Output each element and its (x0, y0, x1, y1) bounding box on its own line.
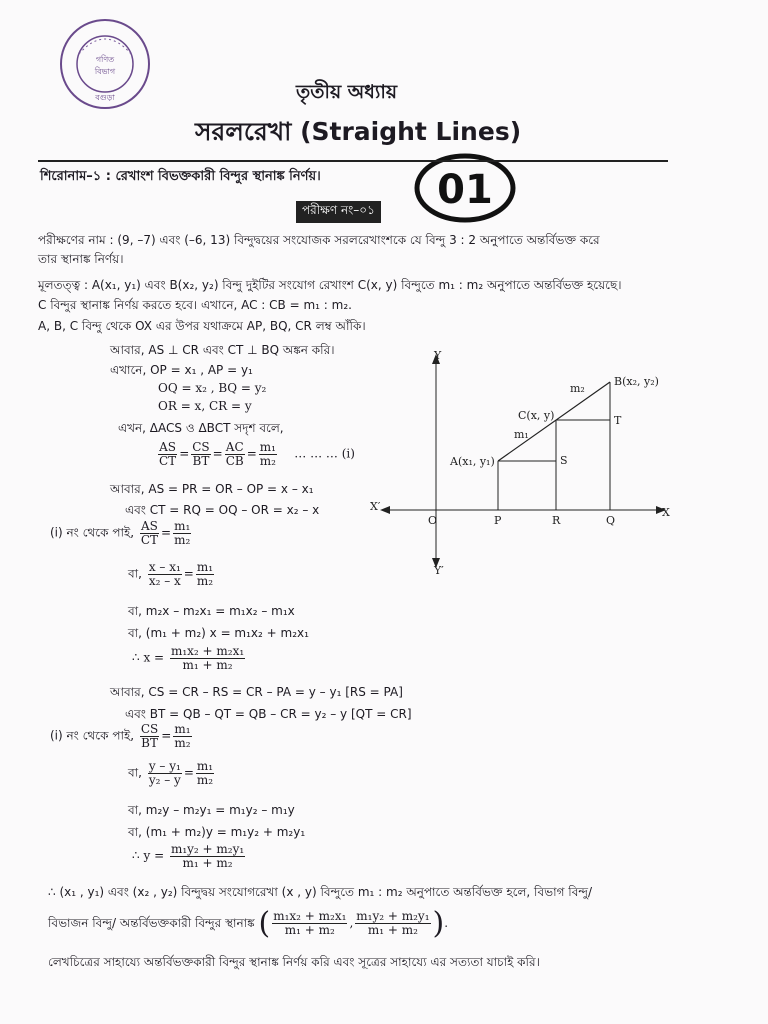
experiment-name: পরীক্ষণের নাম : (9, –7) এবং (–6, 13) বিন্দুদ্বয়ের সংযোজক সরলরেখাংশকে যে বিন্দু 3 : 2 অনুপাতে অন্তর্বিভক্ত করে (38, 233, 600, 247)
m1-label: m₁ (514, 428, 529, 441)
point-p-label: P (494, 514, 502, 527)
theory-line-2: C বিন্দুর স্থানাঙ্ক নির্ণয় করতে হবে। এখানে, AC : CB = m₁ : m₂. (38, 298, 352, 312)
theory-line-3: A, B, C বিন্দু থেকে OX এর উপর যথাক্রমে AP, BQ, CR লম্ব আঁকি। (38, 319, 366, 333)
x-derivation-start: (i) নং থেকে পাই, $\frac{AS}{CT}$ = $\frac{\text{m₁}}{\text{m₂}}$ (50, 519, 191, 547)
x-derivation-step-3: বা, m₂x – m₂x₁ = m₁x₂ – m₁x (128, 604, 295, 618)
y-axis-label: Y (434, 349, 442, 362)
ratio-equation-i: $\frac{AS}{CT}$ = $\frac{CS}{BT}$ = $\frac{AC}{CB}$ = $\frac{\text{m₁}}{\text{m₂}}$ … … … (i) (159, 440, 355, 468)
svg-text:গণিত: গণিত (95, 55, 115, 64)
y-derivation-start: (i) নং থেকে পাই, $\frac{CS}{BT}$ = $\frac{\text{m₁}}{\text{m₂}}$ (50, 722, 191, 750)
cs-expression: আবার, CS = CR – RS = CR – PA = y – y₁ [RS = PA] (110, 685, 403, 699)
y-formula: ∴ y = $\frac{\text{m₁y₂ + m₂y₁}}{\text{m₁ + m₂}}$ (132, 842, 245, 870)
point-t-label: T (614, 414, 622, 427)
section-formula-diagram (370, 340, 680, 580)
y-prime-label: Y′ (434, 564, 444, 577)
x-prime-label: X′ (370, 500, 381, 513)
conclusion-line-3: লেখচিত্রের সাহায্যে অন্তর্বিভক্তকারী বিন্দুর স্থানাঙ্ক নির্ণয় করি এবং সূত্রের সাহায্যে এর সত্যতা যাচাই করি। (48, 955, 540, 969)
given-line-1: এখানে, OP = x₁ , AP = y₁ (110, 363, 253, 377)
x-axis-label: X (662, 506, 670, 519)
point-b-label: B(x₂, y₂) (614, 375, 659, 388)
theory-line-1: মূলতত্ত্ব : A(x₁, y₁) এবং B(x₂, y₂) বিন্দু দুইটির সংযোগ রেখাংশ C(x, y) বিন্দুতে m₁ : m₂ অনুপাতে অন্তর্বিভক্ত হয়েছে। (38, 278, 622, 292)
y-derivation-step-4: বা, (m₁ + m₂)y = m₁y₂ + m₂y₁ (128, 825, 306, 839)
point-a-label: A(x₁, y₁) (450, 455, 495, 468)
given-line-3: OR = x, CR = y (158, 399, 252, 413)
page-title: সরলরেখা (Straight Lines) (195, 117, 522, 146)
x-formula: ∴ x = $\frac{\text{m₁x₂ + m₂x₁}}{\text{m₁ + m₂}}$ (132, 644, 245, 672)
ct-expression: এবং CT = RQ = OQ – OR = x₂ – x (125, 503, 320, 517)
y-derivation-step-3: বা, m₂y – m₂y₁ = m₁y₂ – m₁y (128, 803, 295, 817)
svg-text:বিভাগ: বিভাগ (94, 67, 116, 76)
chapter-label: তৃতীয় অধ্যায় (296, 81, 398, 103)
handwritten-number: 01 (437, 167, 493, 213)
topic-heading: শিরোনাম–১ : রেখাংশ বিভক্তকারী বিন্দুর স্থানাঙ্ক নির্ণয়। (40, 169, 321, 184)
conclusion-line-2: বিভাজন বিন্দু/ অন্তর্বিভক্তকারী বিন্দুর স্থানাঙ্ক ( $\frac{\text{m₁x₂ + m₂x₁}}{\text{m₁ + m₂}}$ , $\frac{\text{m₁y₂ + m₂y₁}}{\text{m₁ + m₂}}$ ). (48, 906, 449, 941)
experiment-badge: পরীক্ষণ নং–০১ (296, 201, 381, 223)
college-seal-stamp (55, 14, 155, 114)
svg-text:বগুড়া: বগুড়া (95, 93, 115, 102)
bt-expression: এবং BT = QB – QT = QB – CR = y₂ – y [QT = CR] (125, 707, 412, 721)
origin-label: O (428, 514, 438, 527)
heading-rule (38, 160, 668, 162)
construction-line: আবার, AS ⊥ CR এবং CT ⊥ BQ অঙ্কন করি। (110, 343, 335, 357)
experiment-name-cont: তার স্থানাঙ্ক নির্ণয়। (38, 252, 124, 266)
similar-triangles-line: এখন, ΔACS ও ΔBCT সদৃশ বলে, (118, 421, 284, 435)
x-derivation-step-4: বা, (m₁ + m₂) x = m₁x₂ + m₂x₁ (128, 626, 309, 640)
point-r-label: R (552, 514, 561, 527)
x-derivation-step-2: বা, $\frac{\text{x – x₁}}{\text{x₂ – x}}$ = $\frac{\text{m₁}}{\text{m₂}}$ (128, 560, 214, 588)
point-c-label: C(x, y) (518, 409, 555, 422)
m2-label: m₂ (570, 382, 585, 395)
given-line-2: OQ = x₂ , BQ = y₂ (158, 381, 267, 395)
point-s-label: S (560, 454, 568, 467)
point-q-label: Q (606, 514, 616, 527)
conclusion-line-1: ∴ (x₁ , y₁) এবং (x₂ , y₂) বিন্দুদ্বয় সংযোগরেখা (x , y) বিন্দুতে m₁ : m₂ অনুপাতে অন্তর্বিভক্ত হলে, বিভাগ বিন্দু/ (48, 885, 593, 899)
y-derivation-step-2: বা, $\frac{\text{y – y₁}}{\text{y₂ – y}}$ = $\frac{\text{m₁}}{\text{m₂}}$ (128, 759, 214, 787)
handwritten-number-mark (412, 150, 522, 230)
as-expression: আবার, AS = PR = OR – OP = x – x₁ (110, 482, 314, 496)
